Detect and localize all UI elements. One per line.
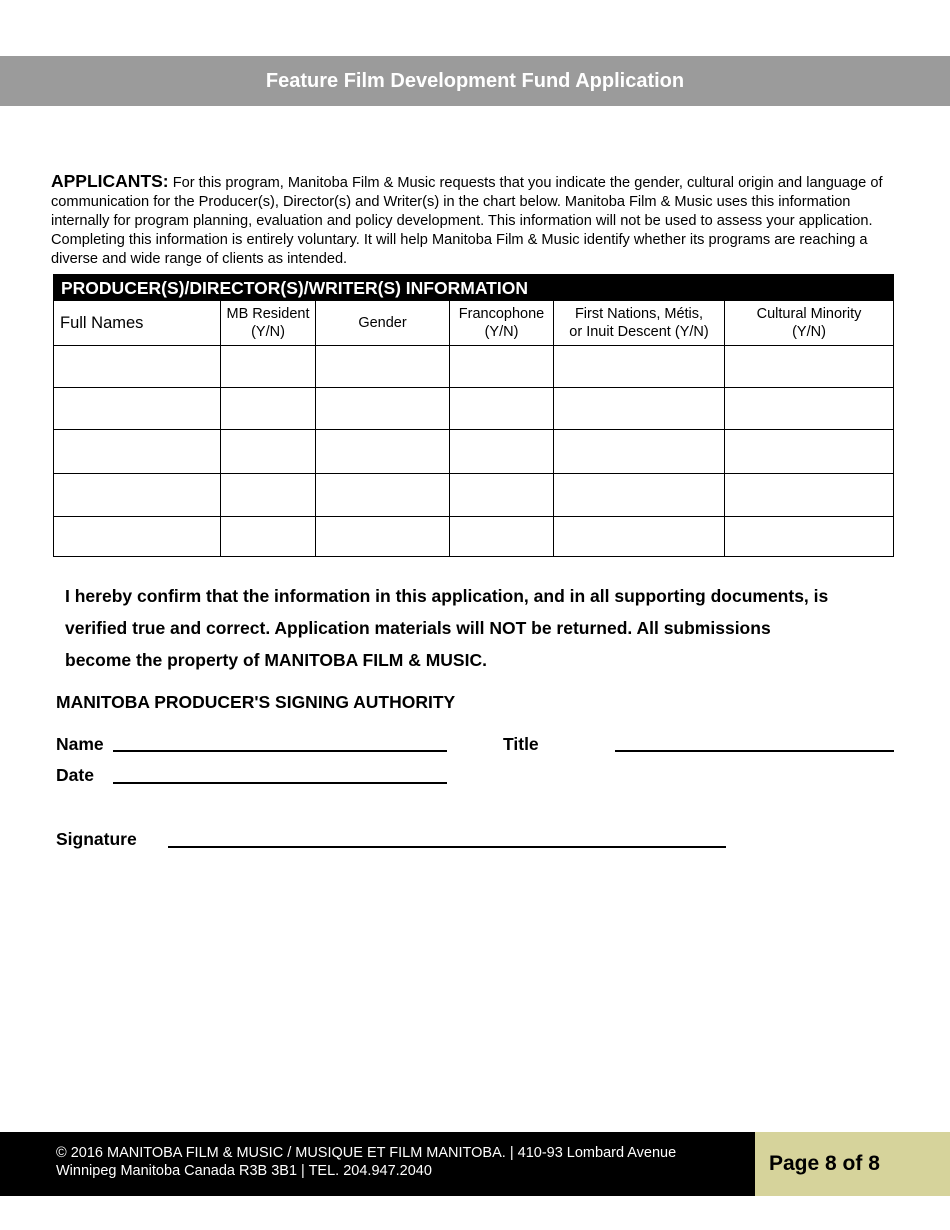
table-row	[54, 388, 894, 430]
title-field[interactable]	[615, 750, 894, 752]
francophone-cell[interactable]	[450, 430, 554, 474]
date-field[interactable]	[113, 782, 447, 784]
column-header-label: Full Names	[60, 314, 144, 332]
signature-field[interactable]	[168, 846, 726, 848]
table-title: PRODUCER(S)/DIRECTOR(S)/WRITER(S) INFORMATION	[54, 275, 894, 301]
first-nations-cell[interactable]	[554, 388, 725, 430]
footer-line: © 2016 MANITOBA FILM & MUSIC / MUSIQUE ET FILM MANITOBA. | 410-93 Lombard Avenue	[56, 1145, 677, 1161]
document-title-bar	[0, 56, 950, 106]
column-header-sublabel: (Y/N)	[251, 324, 285, 340]
confirmation-statement	[65, 580, 905, 676]
confirmation-line: I hereby confirm that the information in this application, and in all supporting documents, is	[65, 586, 829, 606]
confirmation-line: verified true and correct. Application materials will NOT be returned. All submissions	[65, 618, 771, 638]
gender-cell[interactable]	[316, 388, 450, 430]
gender-cell[interactable]	[316, 430, 450, 474]
mb-resident-cell[interactable]	[221, 430, 316, 474]
francophone-cell[interactable]	[450, 474, 554, 517]
name-field[interactable]	[113, 750, 447, 752]
applicants-intro	[51, 172, 906, 269]
column-header-label: Gender	[358, 315, 407, 331]
column-header-mb-resident	[221, 301, 316, 346]
gender-cell[interactable]	[316, 346, 450, 388]
confirmation-line: become the property of MANITOBA FILM & MUSIC.	[65, 650, 487, 670]
column-header-sublabel: (Y/N)	[484, 324, 519, 340]
applicants-text: For this program, Manitoba Film & Music requests that you indicate the gender, cultural origin and language of communication for the Producer(s), Director(s) and Writer(s) in the chart below. Manitoba Film & Music uses this information internally for program planning, evaluation and policy development. This information will not be used to assess your application. Completing this information is entirely voluntary. It will help Manitoba Film & Music identify whether its programs are reaching a diverse and wide range of clients as intended.	[51, 175, 883, 267]
title-label: Title	[503, 734, 539, 754]
cultural-minority-cell[interactable]	[725, 388, 894, 430]
table-row	[54, 346, 894, 388]
francophone-cell[interactable]	[450, 346, 554, 388]
applicants-lead: APPLICANTS:	[51, 171, 169, 191]
column-header-sublabel: (Y/N)	[792, 324, 826, 340]
full-name-cell[interactable]	[54, 474, 221, 517]
column-header-gender	[316, 301, 450, 346]
table-row	[54, 430, 894, 474]
full-name-cell[interactable]	[54, 517, 221, 557]
full-name-cell[interactable]	[54, 430, 221, 474]
mb-resident-cell[interactable]	[221, 517, 316, 557]
cultural-minority-cell[interactable]	[725, 517, 894, 557]
page-number: Page 8 of 8	[755, 1132, 950, 1196]
gender-cell[interactable]	[316, 474, 450, 517]
document-title: Feature Film Development Fund Application	[265, 70, 685, 92]
column-header-label: Francophone	[458, 306, 545, 322]
first-nations-cell[interactable]	[554, 474, 725, 517]
column-header-label: Cultural Minority	[756, 306, 862, 322]
column-header-label: First Nations, Métis,	[574, 306, 704, 322]
column-header-francophone	[450, 301, 554, 346]
full-name-cell[interactable]	[54, 346, 221, 388]
mb-resident-cell[interactable]	[221, 388, 316, 430]
column-header-sublabel: or Inuit Descent (Y/N)	[569, 324, 709, 340]
cultural-minority-cell[interactable]	[725, 474, 894, 517]
full-name-cell[interactable]	[54, 388, 221, 430]
first-nations-cell[interactable]	[554, 430, 725, 474]
signing-authority-heading: MANITOBA PRODUCER'S SIGNING AUTHORITY	[56, 692, 456, 712]
first-nations-cell[interactable]	[554, 517, 725, 557]
cultural-minority-cell[interactable]	[725, 430, 894, 474]
mb-resident-cell[interactable]	[221, 474, 316, 517]
footer-line: Winnipeg Manitoba Canada R3B 3B1 | TEL. 204.947.2040	[56, 1163, 432, 1179]
francophone-cell[interactable]	[450, 517, 554, 557]
column-header-first-nations	[554, 301, 725, 346]
name-label: Name	[56, 734, 104, 754]
footer-contact	[0, 1132, 755, 1196]
table-row	[54, 474, 894, 517]
francophone-cell[interactable]	[450, 388, 554, 430]
date-label: Date	[56, 765, 94, 785]
column-header-label: MB Resident	[226, 306, 310, 322]
gender-cell[interactable]	[316, 517, 450, 557]
applicant-info-table	[53, 274, 894, 557]
column-header-full-names	[54, 301, 221, 346]
signature-label: Signature	[56, 829, 137, 849]
table-row	[54, 517, 894, 557]
first-nations-cell[interactable]	[554, 346, 725, 388]
cultural-minority-cell[interactable]	[725, 346, 894, 388]
column-header-cultural-minority	[725, 301, 894, 346]
mb-resident-cell[interactable]	[221, 346, 316, 388]
